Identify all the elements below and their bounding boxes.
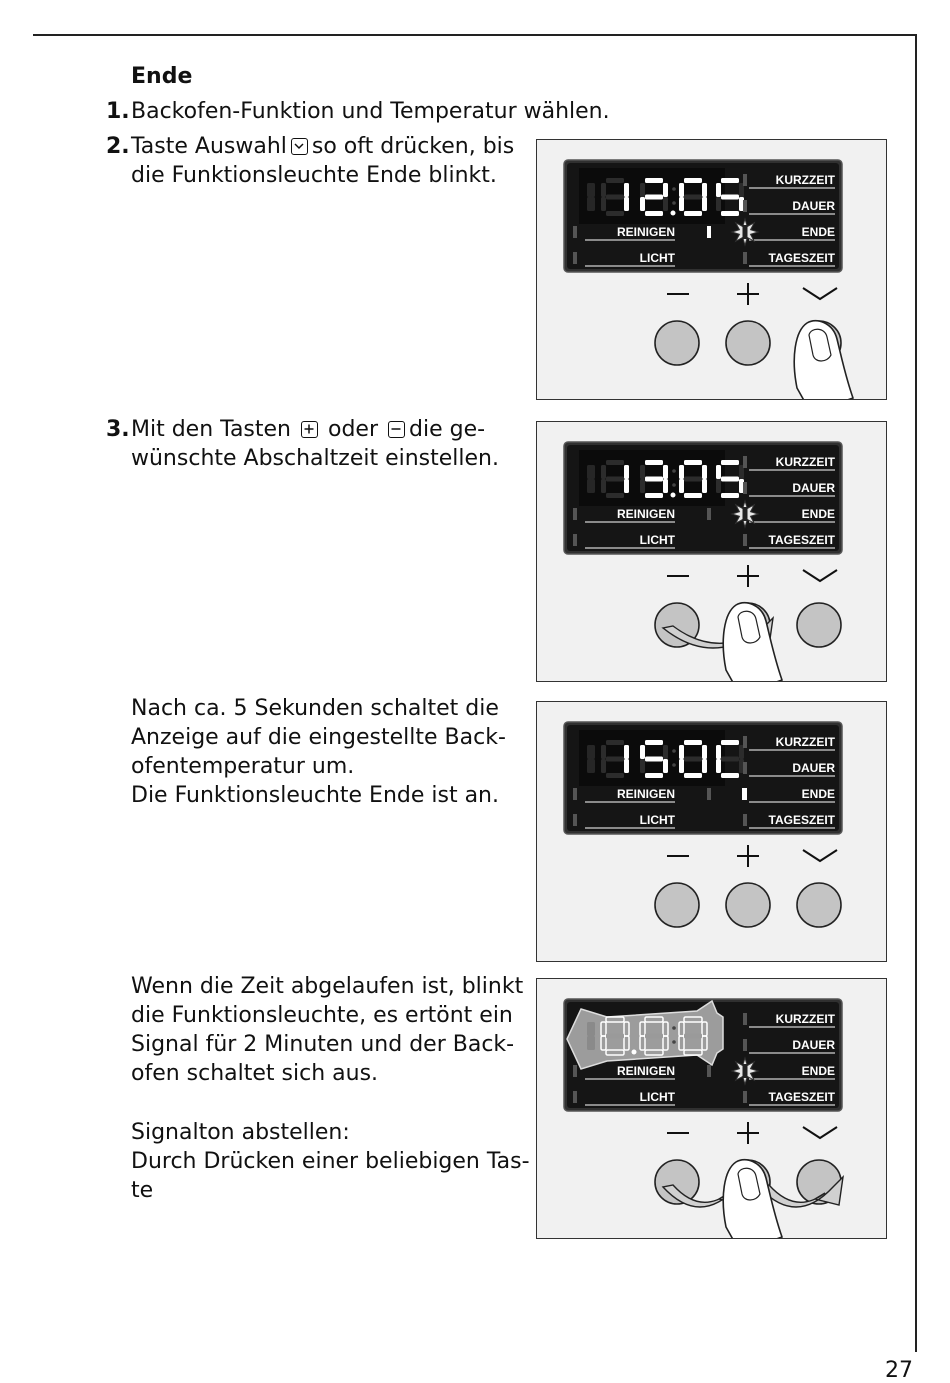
label-tageszeit: TAGESZEIT	[768, 1090, 835, 1104]
label-tageszeit: TAGESZEIT	[768, 813, 835, 827]
indicator-led	[573, 814, 577, 826]
indicator-led	[743, 814, 747, 826]
label-licht: LICHT	[639, 533, 675, 547]
indicator-led	[743, 200, 747, 212]
button-symbols	[667, 283, 837, 305]
label-reinigen: REINIGEN	[616, 1064, 675, 1078]
step-number: 2.	[106, 134, 130, 159]
label-licht: LICHT	[639, 251, 675, 265]
step-text-line-2: die Funktionsleuchte Ende blinkt.	[131, 163, 497, 188]
step-text: Backofen-Funktion und Temperatur wählen.	[131, 99, 610, 124]
signal-note	[131, 1118, 530, 1205]
label-licht: LICHT	[639, 1090, 675, 1104]
decimal-point	[671, 493, 676, 498]
label-kurzzeit: KURZZEIT	[775, 455, 835, 469]
decimal-point	[671, 211, 676, 216]
minus-key-icon	[388, 421, 405, 438]
step-text-line-1	[131, 132, 514, 161]
select-button	[797, 883, 841, 927]
label-dauer: DAUER	[792, 1038, 835, 1052]
indicator-led	[743, 534, 747, 546]
finger-icon	[723, 603, 782, 681]
indicator-led	[573, 534, 577, 546]
label-ende: ENDE	[801, 787, 835, 801]
indicator-led	[707, 788, 711, 800]
label-dauer: DAUER	[792, 761, 835, 775]
button-symbols	[667, 1122, 837, 1144]
text-line: ofen schaltet sich aus.	[131, 1061, 379, 1086]
segment-display	[587, 1017, 707, 1055]
label-dauer: DAUER	[792, 481, 835, 495]
right-rule	[915, 34, 917, 1352]
indicator-led	[743, 736, 747, 748]
select-key-icon	[291, 138, 308, 155]
step-text-part: so oft drücken, bis	[311, 134, 515, 159]
text-line: Durch Drücken einer beliebigen Tas-	[131, 1149, 530, 1174]
decimal-point	[632, 1050, 637, 1055]
control-panel-illustration	[536, 978, 887, 1239]
label-ende: ENDE	[801, 225, 835, 239]
indicator-led	[743, 1013, 747, 1025]
indicator-led	[743, 174, 747, 186]
step-text-part: Mit den Tasten	[131, 417, 291, 442]
plus-key-icon	[301, 421, 318, 438]
step-text-part: die ge-	[409, 417, 486, 442]
step-number: 1.	[106, 99, 130, 124]
minus-button	[655, 321, 699, 365]
text-line: Die Funktionsleuchte Ende ist an.	[131, 783, 499, 808]
step-number: 3.	[106, 417, 130, 442]
plus-button	[726, 883, 770, 927]
indicator-led	[573, 508, 577, 520]
finger-icon	[794, 321, 853, 399]
text-line: Signalton abstellen:	[131, 1120, 350, 1145]
label-ende: ENDE	[801, 507, 835, 521]
chevron-down-icon	[803, 288, 837, 299]
label-ende: ENDE	[801, 1064, 835, 1078]
indicator-led	[573, 1091, 577, 1103]
indicator-led	[707, 1065, 711, 1077]
label-kurzzeit: KURZZEIT	[775, 173, 835, 187]
indicator-led	[743, 1039, 747, 1051]
indicator-led	[707, 226, 711, 238]
button-symbols	[667, 565, 837, 587]
control-panel-illustration	[536, 421, 887, 682]
step-3	[106, 415, 526, 475]
section-heading: Ende	[131, 64, 193, 89]
chevron-down-icon	[803, 570, 837, 581]
temperature-note	[131, 694, 506, 810]
text-line: Nach ca. 5 Sekunden schaltet die	[131, 696, 499, 721]
label-dauer: DAUER	[792, 199, 835, 213]
select-button	[797, 603, 841, 647]
text-line: Wenn die Zeit abgelaufen ist, blinkt	[131, 974, 524, 999]
indicator-led	[573, 252, 577, 264]
indicator-led	[707, 508, 711, 520]
end-note	[131, 972, 523, 1088]
control-panel-illustration	[536, 139, 887, 400]
display-digit	[601, 1017, 629, 1055]
minus-button	[655, 883, 699, 927]
text-line: Anzeige auf die eingestellte Back-	[131, 725, 506, 750]
top-rule	[33, 34, 917, 36]
step-text-part: oder	[328, 417, 379, 442]
plus-button	[726, 321, 770, 365]
step-text-line-2: wünschte Abschaltzeit einstellen.	[131, 446, 499, 471]
text-line: die Funktionsleuchte, es ertönt ein	[131, 1003, 513, 1028]
chevron-down-icon	[803, 1127, 837, 1138]
label-reinigen: REINIGEN	[616, 507, 675, 521]
display-digit	[640, 1017, 668, 1055]
button-symbols	[667, 845, 837, 867]
label-kurzzeit: KURZZEIT	[775, 735, 835, 749]
text-line: Signal für 2 Minuten und der Back-	[131, 1032, 515, 1057]
step-1	[106, 97, 666, 127]
indicator-led	[573, 788, 577, 800]
label-reinigen: REINIGEN	[616, 225, 675, 239]
text-line: ofentemperatur um.	[131, 754, 355, 779]
display-digit	[679, 1017, 707, 1055]
step-text-line-1	[131, 415, 485, 444]
label-tageszeit: TAGESZEIT	[768, 533, 835, 547]
chevron-down-icon	[803, 850, 837, 861]
indicator-led	[743, 456, 747, 468]
indicator-led	[743, 1091, 747, 1103]
ende-led-on	[742, 788, 747, 800]
label-licht: LICHT	[639, 813, 675, 827]
indicator-led	[743, 762, 747, 774]
control-panel-illustration	[536, 701, 887, 962]
label-tageszeit: TAGESZEIT	[768, 251, 835, 265]
indicator-led	[573, 226, 577, 238]
step-text-part: Taste Auswahl	[131, 134, 287, 159]
indicator-led	[573, 1065, 577, 1077]
label-reinigen: REINIGEN	[616, 787, 675, 801]
indicator-led	[743, 252, 747, 264]
page-number: 27	[885, 1358, 913, 1383]
text-line: te	[131, 1178, 154, 1203]
indicator-led	[743, 482, 747, 494]
label-kurzzeit: KURZZEIT	[775, 1012, 835, 1026]
step-2	[106, 132, 526, 192]
